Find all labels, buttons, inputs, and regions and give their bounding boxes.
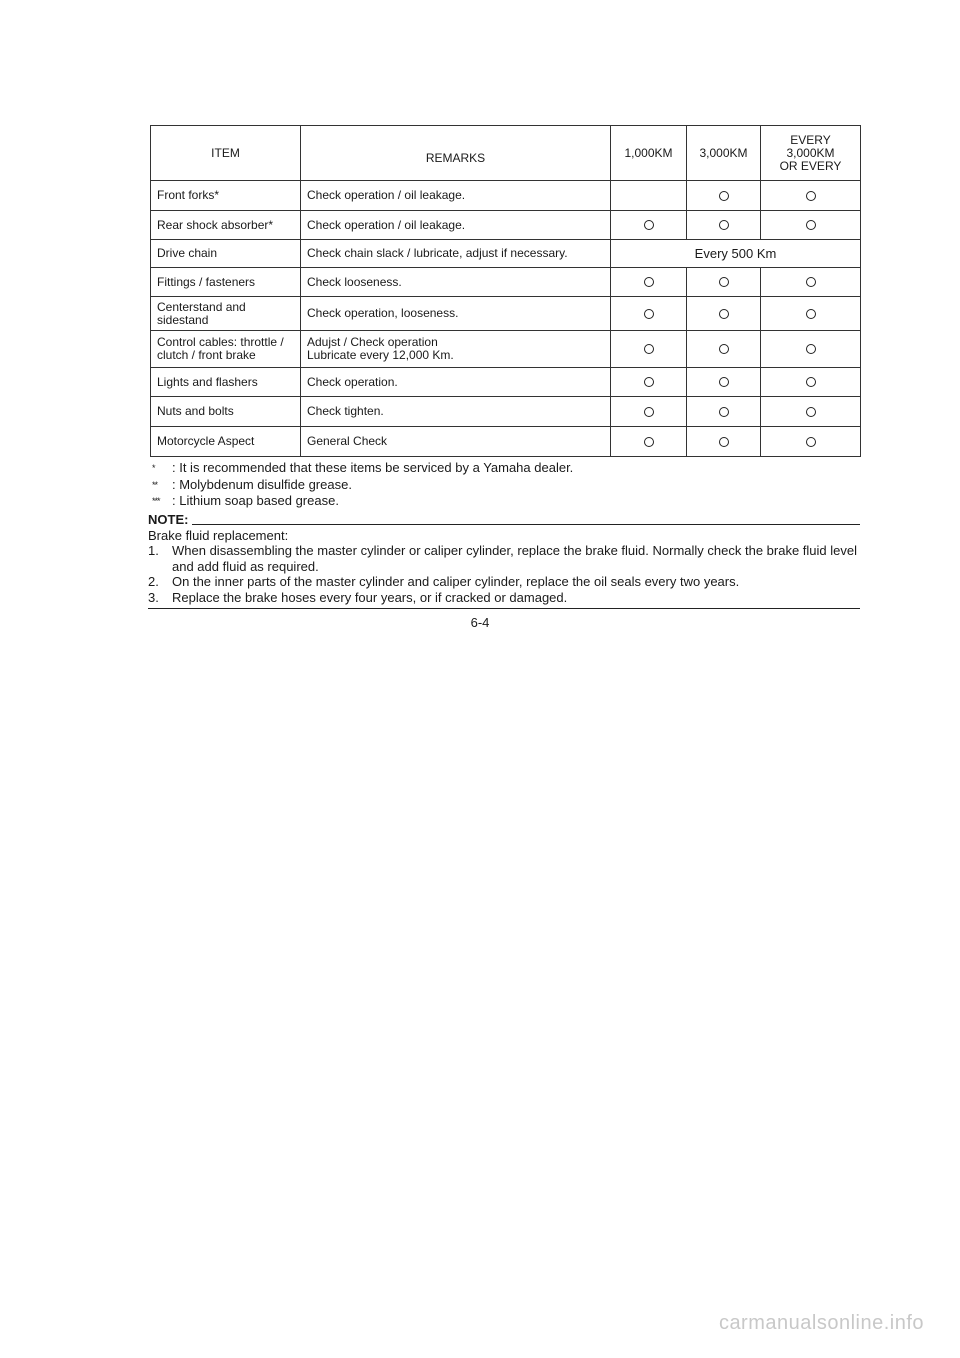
row-remarks-line: Check tighten. [307,404,384,418]
row-remarks [301,397,611,427]
row-item [151,240,301,268]
legend-row [152,477,573,494]
legend-text: : It is recommended that these items be serviced by a Yamaha dealer. [172,460,574,475]
table-row [151,297,861,331]
circle-mark-icon [719,220,729,230]
note-intro: Brake fluid replacement: [148,527,289,543]
row-item-line: Rear shock absorber* [157,217,274,232]
row-item-line: Drive chain [157,246,218,260]
row-remarks-line: Lubricate every 12,000 Km. [307,348,454,362]
row-item [151,397,301,427]
circle-mark-icon [806,277,816,287]
row-remarks-line: Check operation. [307,374,398,389]
row-item-line: Control cables: throttle / [157,335,284,349]
row-remarks [301,427,611,457]
row-mark-cell [611,268,687,297]
circle-mark-icon [719,277,729,287]
circle-mark-icon [644,220,654,230]
row-remarks-line: Check chain slack / lubricate, adjust if necessary. [307,246,568,260]
row-item-line: Lights and flashers [157,374,258,389]
note-list [148,543,860,605]
row-mark-cell [761,211,861,240]
row-item-line: Front forks* [157,188,220,202]
header-every-3000km [761,126,861,181]
watermark: carmanualsonline.info [718,1312,924,1334]
header-every-line-1: EVERY [790,132,831,147]
row-mark-cell [611,211,687,240]
circle-mark-icon [719,437,729,447]
legend-text: : Lithium soap based grease. [172,493,339,508]
table-row [151,211,861,240]
row-remarks [301,211,611,240]
row-mark-cell [611,368,687,397]
row-remarks [301,240,611,268]
row-remarks [301,368,611,397]
circle-mark-icon [719,309,729,319]
note-item-number: 1. [148,543,159,558]
table-row [151,181,861,211]
legend-row [152,460,573,477]
row-item-line: Centerstand and [157,299,246,314]
row-remarks-line: Check looseness. [307,274,402,289]
row-remarks [301,297,611,331]
row-mark-cell [761,331,861,368]
header-3000km: 3,000KM [687,126,761,181]
table-row [151,427,861,457]
circle-mark-icon [644,344,654,354]
circle-mark-icon [806,407,816,417]
row-mark-cell [687,211,761,240]
row-item [151,268,301,297]
row-remarks [301,268,611,297]
circle-mark-icon [644,407,654,417]
circle-mark-icon [806,191,816,201]
circle-mark-icon [644,437,654,447]
row-remarks-line: Check operation, looseness. [307,306,459,320]
note-item-number: 2. [148,574,159,589]
row-interval-note: Every 500 Km [611,240,861,268]
row-mark-cell [611,427,687,457]
row-mark-cell [761,397,861,427]
note-block [148,512,860,609]
row-remarks-line: General Check [307,434,388,448]
row-mark-cell [611,331,687,368]
row-item-line: Nuts and bolts [157,404,234,418]
row-item [151,368,301,397]
circle-mark-icon [719,407,729,417]
legend-row [152,493,573,510]
circle-mark-icon [719,377,729,387]
circle-mark-icon [719,191,729,201]
note-item-text: When disassembling the master cylinder or caliper cylinder, replace the brake fluid. Normally check the brake fluid level and add fluid as required. [172,543,857,574]
table-row [151,368,861,397]
row-mark-cell [761,181,861,211]
note-title: NOTE: [148,512,189,527]
circle-mark-icon [806,309,816,319]
circle-mark-icon [719,344,729,354]
circle-mark-icon [806,377,816,387]
note-header [148,512,860,528]
row-item [151,211,301,240]
row-mark-cell [611,181,687,211]
circle-mark-icon [806,437,816,447]
row-mark-cell [761,427,861,457]
legend-symbol: *** [152,496,160,506]
circle-mark-icon [806,344,816,354]
row-mark-cell [687,397,761,427]
note-item [148,574,860,590]
row-item [151,297,301,331]
row-mark-cell [761,368,861,397]
row-remarks [301,331,611,368]
maintenance-schedule-table [150,125,861,457]
row-mark-cell [687,297,761,331]
row-mark-cell [687,368,761,397]
header-every-line-2: 3,000KM [786,145,835,160]
table-row [151,331,861,368]
row-mark-cell [687,427,761,457]
circle-mark-icon [806,220,816,230]
row-remarks-line: Check operation / oil leakage. [307,217,466,232]
row-mark-cell [687,181,761,211]
table-row [151,397,861,427]
row-mark-cell [687,268,761,297]
row-item [151,427,301,457]
table-row [151,240,861,268]
row-item-line: Fittings / fasteners [157,274,256,289]
row-item-line: Motorcycle Aspect [157,434,255,448]
circle-mark-icon [644,377,654,387]
row-item-line: sidestand [157,312,209,327]
header-item: ITEM [151,126,301,181]
row-remarks [301,181,611,211]
note-rule [192,524,860,525]
row-mark-cell [611,297,687,331]
row-mark-cell [761,268,861,297]
note-item [148,590,860,606]
legend [152,460,573,510]
row-remarks-line: Check operation / oil leakage. [307,188,466,202]
row-mark-cell [761,297,861,331]
note-item-text: Replace the brake hoses every four years, or if cracked or damaged. [172,589,568,605]
note-item [148,543,860,574]
legend-symbol: ** [152,479,158,490]
row-item-line: clutch / front brake [157,348,256,362]
row-mark-cell [611,397,687,427]
header-every-line-3: OR EVERY [779,158,842,173]
header-1000km: 1,000KM [611,126,687,181]
note-item-text: On the inner parts of the master cylinder and caliper cylinder, replace the oil seals every two years. [172,574,740,589]
table-row [151,268,861,297]
row-item [151,181,301,211]
row-remarks-line: Adujst / Check operation [307,335,438,349]
legend-text: : Molybdenum disulfide grease. [172,476,352,492]
legend-symbol: * [152,463,155,473]
row-item [151,331,301,368]
row-mark-cell [687,331,761,368]
note-end-rule [148,608,860,609]
table-header-row [151,126,861,181]
circle-mark-icon [644,277,654,287]
circle-mark-icon [644,309,654,319]
note-item-number: 3. [148,589,159,605]
table-body [151,181,861,457]
header-remarks: REMARKS [301,126,611,181]
page-number: 6-4 [470,615,490,630]
